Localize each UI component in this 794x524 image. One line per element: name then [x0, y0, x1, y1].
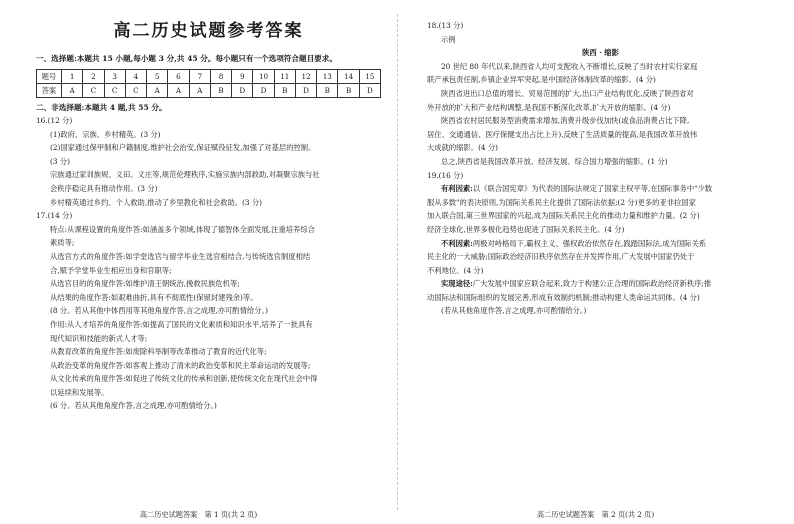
question-number-cell: 9 — [232, 70, 253, 84]
answer-line: (3 分) — [50, 156, 70, 166]
answer-line: 陕西省农村居民服务型消费需求增加,消费升级步伐加快(或食品消费占比下降, — [441, 116, 690, 126]
answer-line: 素质等; — [50, 238, 75, 248]
answer-line: 从教育改革的角度作答:如废除科举制等改革推动了教育的近代化等; — [50, 347, 267, 357]
answer-cell: A — [62, 84, 83, 98]
answer-cell: B — [210, 84, 231, 98]
answer-line: 19.(16 分) — [427, 170, 464, 180]
row-label-number: 题号 — [37, 70, 62, 84]
category-label: 不利因素: — [441, 238, 473, 248]
answer-line: 联产承包责任制,乡镇企业异军突起,是中国经济体制改革的缩影。(4 分) — [427, 75, 656, 85]
answer-key-table — [36, 69, 381, 98]
answer-line: 有利因素:以《联合国宪章》为代表的国际法规定了国家主权平等,在国际事务中"少数 — [441, 184, 713, 194]
question-number-cell: 13 — [317, 70, 338, 84]
answer-line: 现代知识和技能的新式人才等; — [50, 333, 148, 343]
question-number-cell: 5 — [147, 70, 168, 84]
left-answer-body — [36, 114, 381, 413]
section-1-heading: 一、选择题:本题共 15 小题,每小题 3 分,共 45 分。每小题只有一个选项符合题目要求。 — [36, 54, 337, 63]
page-title: 高二历史试题参考答案 — [113, 21, 304, 41]
answer-line: (1)政府、宗族、乡村精英。(3 分) — [50, 129, 161, 139]
question-number-cell: 12 — [295, 70, 316, 84]
question-number-cell: 10 — [253, 70, 274, 84]
answer-line: 动国际法和国际组织的发展完善,形成有效制约机制;推动构建人类命运共同体。(4 分) — [427, 292, 700, 302]
answer-cell: D — [253, 84, 274, 98]
answer-line: 服从多数"的表决原则,为国际关系民主化提供了国际法依据;(2 分)更多的亚非拉国家 — [427, 197, 696, 207]
answer-cell: D — [359, 84, 380, 98]
answer-cell: D — [232, 84, 253, 98]
answer-line: 民主化的一大威胁;国际政治经济旧秩序依然存在并发挥作用,广大发展中国家仍处于 — [427, 252, 695, 262]
answer-line: 实现途径:广大发展中国家应联合起来,致力于构建公正合理的国际政治经济新秩序;推 — [441, 279, 712, 289]
answer-line: 居住、交通通信、医疗保健支出占比上升),反映了生活质量的提高,是我国改革开放伟 — [427, 129, 698, 139]
answer-line: 会秩序稳定具有推动作用。(3 分) — [50, 183, 158, 193]
top-spacer — [427, 0, 774, 19]
answer-line: 从选官目的的角度作答:如维护清王朝统治,挽救民族危机等; — [50, 279, 240, 289]
answer-line: (若从其他角度作答,言之成理,亦可酌情给分。) — [441, 306, 587, 316]
answer-line: (2)国家通过保甲制和户籍制度,维护社会治安,保证赋役征发,加强了对基层的控制。 — [50, 143, 316, 153]
answer-page-2 — [397, 0, 794, 524]
answer-line: 从选官方式的角度作答:如学堂选官与留学毕业生选官相结合,与传统选官制度相结 — [50, 251, 311, 261]
answer-cell: A — [168, 84, 189, 98]
answer-line: 17.(14 分) — [36, 211, 73, 221]
answer-cell: A — [147, 84, 168, 98]
answer-line: 宗族通过家训族规、义田、义庄等,规范伦理秩序,实施宗族内部救助,对凝聚宗族与社 — [50, 170, 320, 180]
question-number-cell: 8 — [210, 70, 231, 84]
answer-cell: C — [125, 84, 146, 98]
answer-line: (8 分。若从其他中体西用等其他角度作答,言之成理,亦可酌情给分。) — [50, 306, 268, 316]
question-number-cell: 14 — [338, 70, 359, 84]
question-number-cell: 1 — [62, 70, 83, 84]
row-label-answer: 答案 — [37, 84, 62, 98]
question-number-cell: 6 — [168, 70, 189, 84]
answer-cell: C — [104, 84, 125, 98]
category-label: 有利因素: — [441, 184, 473, 194]
question-number-cell: 15 — [359, 70, 380, 84]
answer-cell: A — [189, 84, 210, 98]
answer-line: 陕西省进出口总值的增长、贸易范围的扩大,出口产业结构优化,反映了陕西省对 — [441, 88, 694, 98]
answer-line: 20 世纪 80 年代以来,陕西省人均可支配收入不断增长,反映了当时农村实行家庭 — [441, 61, 698, 71]
answer-line: 乡村精英通过乡约、个人救助,推动了乡里教化和社会救助。(3 分) — [50, 197, 262, 207]
answer-line: 从政治变革的角度作答:如客观上推动了清末的政治变革和民主革命运动的发展等; — [50, 360, 311, 370]
answer-line: 作用:从人才培养的角度作答:如提高了国民的文化素质和知识水平,培养了一批具有 — [50, 319, 313, 329]
category-label: 实现途径: — [441, 279, 473, 289]
answer-row — [37, 84, 381, 98]
answer-cell: B — [274, 84, 295, 98]
answer-line: 特点:从课程设置的角度作答:如涵盖多个领域,体现了德智体全面发展,注重培养综合 — [50, 224, 315, 234]
answer-cell: B — [317, 84, 338, 98]
right-answer-body — [427, 19, 774, 318]
answer-line: 不利因素:两极对峙格局下,霸权主义、强权政治依然存在,践踏国际法,成为国际关系 — [441, 238, 707, 248]
answer-line: 不利地位。(4 分) — [427, 265, 484, 275]
answer-line: 合,赋予学堂毕业生相应出身和官职等; — [50, 265, 172, 275]
question-number-cell: 11 — [274, 70, 295, 84]
answer-cell: C — [83, 84, 104, 98]
answer-line: 示例 — [441, 34, 456, 44]
page-footer-2: 高二历史试题答案 第 2 页(共 2 页) — [536, 510, 655, 519]
question-number-cell: 2 — [83, 70, 104, 84]
answer-cell: B — [338, 84, 359, 98]
answer-line: 加入联合国,第三世界国家的兴起,成为国际关系民主化的推动力量和维护力量。(2 分) — [427, 211, 700, 221]
answer-cell: D — [295, 84, 316, 98]
answer-line: 以延续和发展等。 — [50, 387, 109, 397]
answer-line: 从结果的角度作答:如艰难曲折,具有不彻底性(保留封建残余)等。 — [50, 292, 258, 302]
answer-line: 大成就的缩影。(4 分) — [427, 143, 499, 153]
answer-line: 从文化传承的角度作答:如促进了传统文化的传承和创新,使传统文化在现代社会中得 — [50, 374, 318, 384]
question-number-cell: 7 — [189, 70, 210, 84]
question-number-cell: 4 — [125, 70, 146, 84]
answer-line: 16.(12 分) — [36, 116, 73, 125]
answer-line: 外开放的扩大和产业结构调整,是我国不断深化改革,扩大开放的缩影。(4 分) — [427, 102, 671, 112]
page-footer-1: 高二历史试题答案 第 1 页(共 2 页) — [139, 510, 258, 519]
answer-line: 18.(13 分) — [427, 21, 464, 30]
section-2-heading: 二、非选择题:本题共 4 题,共 55 分。 — [36, 103, 167, 112]
answer-line: 总之,陕西省是我国改革开放、经济发展、综合国力增强的缩影。(1 分) — [441, 156, 668, 166]
question-number-cell: 3 — [104, 70, 125, 84]
answer-line: (6 分。若从其他角度作答,言之成理,亦可酌情给分。) — [50, 401, 217, 411]
answer-line: 经济全球化,世界多极化趋势也促进了国际关系民主化。(4 分) — [427, 224, 625, 234]
answer-line: 陕西 · 缩影 — [582, 48, 619, 58]
question-number-row — [37, 70, 381, 84]
